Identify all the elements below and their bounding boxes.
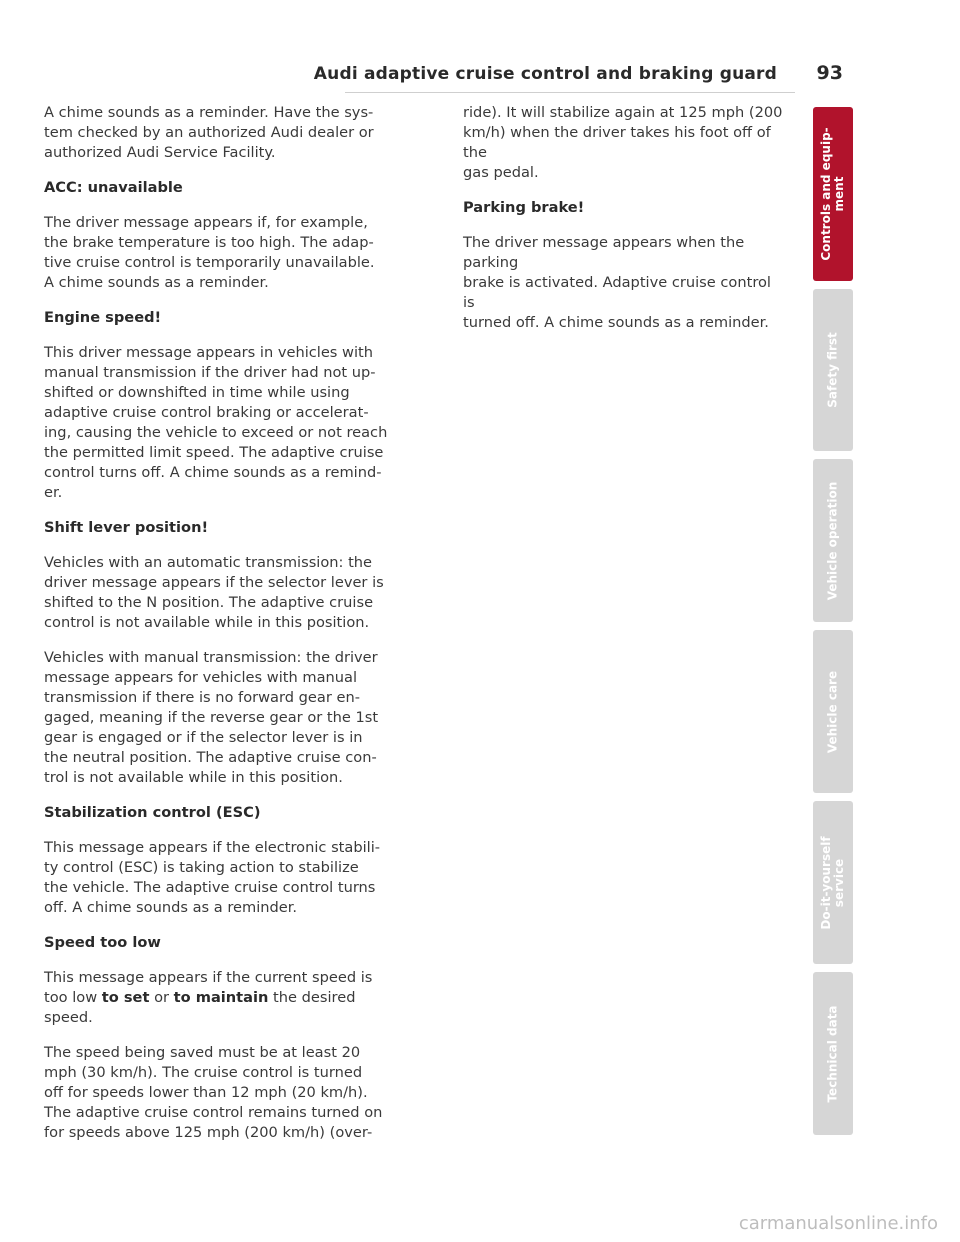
acc-unavailable-paragraph: The driver message appears if, for example, the brake temperature is too high. The adap- tive cruise control is temporarily unavailable. A chime sounds as a reminder.	[44, 214, 375, 291]
engine-speed-heading: Engine speed!	[44, 309, 162, 326]
shift-lever-paragraph-automatic: Vehicles with an automatic transmission: the driver message appears if the selector lever is shifted to the N position. The adaptive cruise control is not available while in this position.	[44, 554, 384, 631]
esc-paragraph: This message appears if the electronic stabili- ty control (ESC) is taking action to stabilize the vehicle. The adaptive cruise control turns off. A chime sounds as a reminder.	[44, 839, 381, 916]
esc-heading: Stabilization control (ESC)	[44, 804, 261, 821]
chapter-tab-label: Controls and equip- ment	[819, 127, 846, 261]
chapter-tab-label: Technical data	[825, 1004, 840, 1103]
left-column	[44, 103, 424, 1158]
chapter-tab-label: Do-it-yourself service	[819, 835, 846, 930]
chapter-tab-label: Safety first	[825, 332, 840, 408]
chapter-tab-diy-service[interactable]	[813, 801, 853, 964]
acc-unavailable-heading: ACC: unavailable	[44, 179, 183, 196]
speed-text-part: the desired speed.	[44, 989, 356, 1026]
chapter-tab-vehicle-care[interactable]	[813, 630, 853, 793]
speed-text-part: or	[149, 989, 174, 1006]
chapter-tab-technical-data[interactable]	[813, 972, 853, 1135]
override-continuation-paragraph: ride). It will stabilize again at 125 mph (200 km/h) when the driver takes his foot off of the gas pedal.	[463, 104, 783, 181]
chapter-tab-label: Vehicle operation	[825, 481, 840, 600]
chapter-tab-controls[interactable]	[813, 107, 853, 281]
speed-limits-paragraph: The speed being saved must be at least 20 mph (30 km/h). The cruise control is turned off for speeds lower than 12 mph (20 km/h). The adaptive cruise control remains turned on for speeds above 125 mph (200 km/h) (over-	[44, 1044, 383, 1141]
right-column	[463, 103, 783, 348]
header-divider	[345, 92, 795, 93]
site-watermark: carmanualsonline.info	[738, 1213, 938, 1234]
page-number: 93	[816, 62, 843, 84]
speed-text-bold-set: to set	[101, 989, 150, 1006]
parking-brake-paragraph: The driver message appears when the parking brake is activated. Adaptive cruise control is turned off. A chime sounds as a reminder.	[463, 234, 771, 331]
chapter-tab-vehicle-operation[interactable]	[813, 459, 853, 622]
parking-brake-heading: Parking brake!	[463, 199, 585, 216]
shift-lever-paragraph-manual: Vehicles with manual transmission: the driver message appears for vehicles with manual transmission if there is no forward gear en- gaged, meaning if the reverse gear or the 1st gear is engaged or if the selector lever is in the neutral position. The adaptive cruise con- trol is not available while in this position.	[44, 649, 379, 786]
chapter-tab-label: Vehicle care	[825, 670, 840, 753]
speed-text-bold-maintain: to maintain	[173, 989, 269, 1006]
engine-speed-paragraph: This driver message appears in vehicles with manual transmission if the driver had not up- shifted or downshifted in time while using adaptive cruise control braking or accelerat- ing, causing the vehicle to exceed or not reach the permitted limit speed. The adaptive cruise control turns off. A chime sounds as a remind- er.	[44, 344, 388, 501]
speed-too-low-paragraph	[44, 968, 424, 1028]
chapter-tab-safety[interactable]	[813, 289, 853, 451]
intro-paragraph: A chime sounds as a reminder. Have the sys- tem checked by an authorized Audi dealer or authorized Audi Service Facility.	[44, 104, 374, 161]
speed-text-part: This message appears if the current speed is too low	[44, 969, 373, 1006]
page-header-title: Audi adaptive cruise control and braking guard	[313, 64, 777, 84]
speed-too-low-heading: Speed too low	[44, 934, 161, 951]
shift-lever-heading: Shift lever position!	[44, 519, 209, 536]
